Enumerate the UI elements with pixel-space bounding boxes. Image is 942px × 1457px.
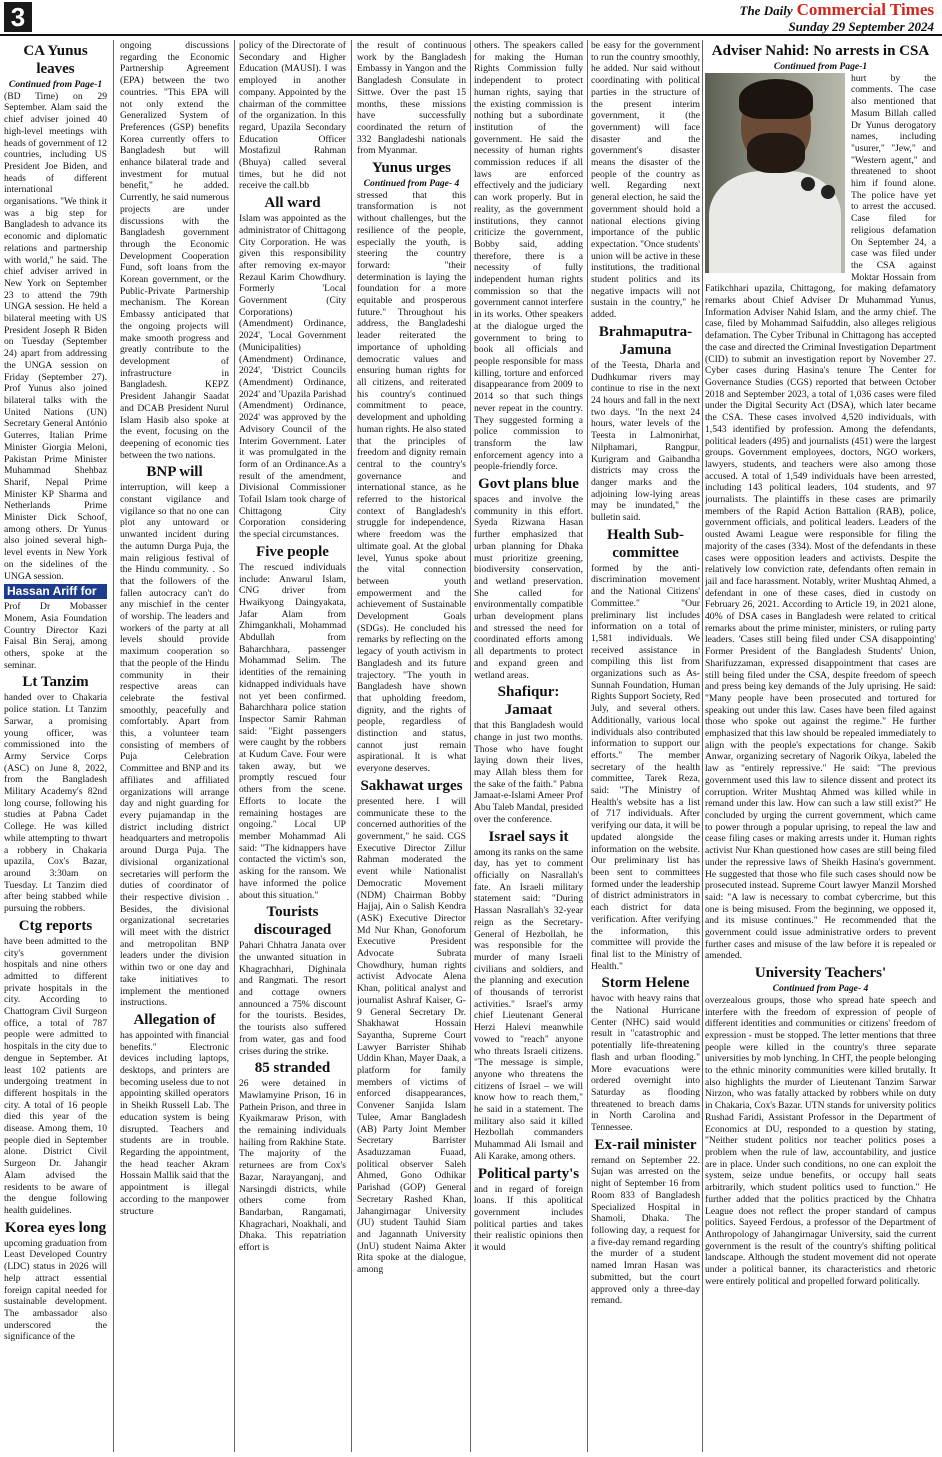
microphone-icon (821, 185, 835, 199)
article-text: that this Bangladesh would change in just two months. Those who have fought laying down their lives, may Allah bless them for the sake of the faith." Pabna Jamaat-e-Islami Ameer Prof Abu Taleb Mandal, presided over the conference. (474, 720, 583, 825)
brand-prefix: The Daily (739, 3, 793, 18)
article-text: overzealous groups, those who spread hate speech and interfere with the freedom of expression of people of different identities and communities or citizens' freedom of expression - must be stopped. The letter mentions that three people were killed in the country's three separate universities by mob lynching. In CHT, the people belonging to the ethnic minority communities were killed brutally. It also highlights the murder of Lieutenant Tanzim Sarwar Nirzon, who was fatally attacked by robbers while on duty in Chakaria, Cox's Bazar. UTN stands for university politics Rushad Faridi, Assistant Professor in the Department of Economics at DU, responded to a question by stating, "Neither student politics nor teacher politics poses a problem when the rule of law, accountability, and justice are in place. Under such conditions, no one can exploit the system, seize undue benefits, or occupy hall seats arbitrarily, which student politics used to function." He further added that the politics practiced by the Chhatra League does not reflect the proper standard of campus politics. Sayeed Ferdous, a professor of the Department of Anthropology of Jahangirnagar University, said the current government is the result of the country's shifting political landscape. Although the student movement did not operate under a political banner, its characteristics and rhetoric were entirely political and propelled forward politically. (705, 994, 936, 1287)
headline: Storm Helene (601, 975, 690, 992)
article-text: formed by the anti-discrimination movement and the National Citizens' Committee." "Our preliminary list includes information on a total of 1,581 individuals. We received assistance in compiling this list from organizations such as As-Sunnah Foundation, Human Rights Support Society, Red July, and several others. Additionally, various local individuals also contributed information to support our efforts." The member secretary of the health committee, Tarek Reza, said: "The Ministry of Health's website has a list of 717 individuals. After verifying our data, it will be updated alongside the information on the website. Our preliminary list has been sent to committees formed under the leadership of district administrators in each district for data verification. After verifying the information, this committee will provide the final list to the Ministry of Health." (591, 562, 700, 972)
headline: Tourists discouraged (253, 904, 332, 939)
column-5 (474, 40, 583, 1452)
article-text: of the Teesta, Dharla and Dudhkumar rivers may continue to rise in the next 24 hours and fall in the next two days. "In the next 24 hours, water levels of the Teesta in Lalmonirhat, Nilphamari, Rangpur, Kurigram and Gaibandha districts may cross the danger marks and the adjoining low-lying areas may be inundated," the bulletin said. (591, 359, 700, 524)
headline: Israel says it (488, 828, 569, 845)
article-text: has appointed with financial benefits." Electronic devices including laptops, desktops, and printers are becoming useless due to not appointing skilled operators in Sheikh Russell Lab. The education system is being disrupted. Teachers and students are in trouble. Regarding the appointment, the head teacher Akram Hossain Mallik said that the appointment is illegal according to the manpower structure (120, 1029, 229, 1217)
brand-name: Commercial Times (796, 0, 934, 19)
article-text: ongoing discussions regarding the Economic Partnership Agreement (EPA) between the two countries. "This EPA will not only extend the Generalized System of Preferences (GSP) benefits Korea currently offers to Bangladesh but will enhance bilateral trade and investment for mutual benefit," he added. Currently, he said numerous projects are under discussions with the Bangladesh government through the Economic Development Cooperation Fund, soft loans from the Korean government, or the Public-Private Partnership mechanism. The Korean Embassy anticipated that the ongoing projects will make smooth progress and greatly contribute to the development of infrastructure in Bangladesh. KEPZ President Jahangir Saadat and DCAB President Nurul Islam Hasib also spoke at the event, focusing on the deepening of economic ties between the two nations. (120, 40, 229, 461)
photo-shirt (709, 171, 841, 273)
column-divider (351, 40, 352, 1452)
article-text: spaces and involve the community in this effort. Syeda Rizwana Hasan further emphasized that urban planning for Dhaka must prioritize greening, biodiversity conservation, and wetland preservation. She called for environmentally compatible urban development plans and stressed the need for coordinated efforts among all departments to protect and expand green and wetland areas. (474, 494, 583, 681)
news-photo (705, 73, 845, 273)
column-divider (702, 40, 703, 1452)
headline: Sakhawat urges (360, 777, 463, 794)
article-text: others. The speakers called for making the Human Rights Commission fully independent to protect human rights, saying that the existing commission is nothing but a subordinate institution of the government. He said the necessity of human rights commission reduces if all laws are enforced effectively and the judiciary can work properly. But in reality, as the government institutions, they cannot criticize the government, Bobby said, adding therefore, there is a necessity of fully independent human rights commission so that the government cannot interfere in its works. Other speakers at the dialogue urged the government to bring to book all officials and people responsible for mass killing, torture and enforced disappearance from 2009 to 2014 so that such things never repeat in the country. They suggested forming a police commission to transform the law enforcement agency into a people-friendly force. (474, 40, 583, 473)
page-number: 3 (4, 2, 32, 32)
article-text: handed over to Chakaria police station. Lt Tanzim Sarwar, a promising young officer, was commissioned into the Army Service Corps (ASC) on June 8, 2022, from the Bangladesh Military Academy's 82nd long course, following his studies at Pabna Cadet College. He was killed while attempting to thwart a robbery in Chakaria upazila, Cox's Bazar, around 3:30am on Tuesday. Lt Tanzim died after being stabbed while pursuing the robbers. (4, 692, 107, 915)
article-text: havoc with heavy rains that the National Hurricane Center (NHC) said would result in "catastrophic and potentially life-threatening flash and urban flooding." More evacuations were ordered overnight into Saturday as flooding threatened to breach dams in North Carolina and Tennessee. (591, 993, 700, 1134)
headline: Korea eyes long (4, 1219, 107, 1236)
article-text: the result of continuous work by the Bangladesh Embassy in Yangon and the Bangladesh Consulate in Sittwe. Over the past 15 months, these missions have successfully coordinated the return of 332 Bangladeshi nationals from Myanmar. (357, 40, 466, 157)
masthead (740, 0, 934, 20)
article-text: presented here. I will communicate these to the concerned authorities of the government," he said. CGS Executive Director Zillur Rahman moderated the event while Nationalist Democratic Movement (NDM) Chairman Bobby Hajjaj, Ain o Salish Kendra (ASK) Executive Director Md Nur Khan, Gonoforum Executive President Advocate Subrata Chowdhury, human rights activist Advocate Alena Khan, political analyst and journalist Ashraf Kaiser, G-9 General Secretary Dr. Shakhawat Hossain Sayantha, Supreme Court Lawyer Barrister Shihab Uddin Khan, Mayer Daak, a platform for family members of victims of enforced disappearances, Convener Sanjida Islam Tulee, Amar Bangladesh (AB) Party Joint Member Secretary Barrister Asaduzzaman Fuaad, political observer Saleh Ahmed, Gono Odhikar Parishad (GOP) General Secretary Rashed Khan, Jahangirnagar University (JU) student Tauhid Siam and Jagannath University (JnU) student Naima Akter Rita spoke at the dialogue, among (357, 795, 466, 1276)
article-text: The rescued individuals include: Anwarul Islam, CNG driver from Hwaikyong Daingyakata, Jafar Alam from Zhimgankhali, Mohammad Abdullah from Baharchhara, passenger Mohammad Selim. The identities of the remaining kidnapped individuals have not yet been confirmed. Baharchhara police station Inspector Samir Rahman said: "Eight passengers were caught by the robbers at Kudum Cave. Four were taken away, but we promptly rescued four others from the scene. Efforts to locate the remaining hostages are ongoing." Local UP member Mohammad Ali said: "The kidnappers have contacted the victim's son, asking for the ransom. We have informed the police about this situation." (239, 561, 346, 901)
headline: Allegation of (133, 1011, 216, 1028)
article-text: Islam was appointed as the administrator of Chittagong City Corporation. He was given this responsibility after removing ex-mayor Rezaul Karim Chowdhury. Formerly 'Local Government (City Corporations) (Amendment) Ordinance, 2024', 'Local Government (Municipalities) (Amendment) Ordinance, 2024', 'District Councils (Amendment) Ordinance, 2024' and 'Upazila Parishad (Amendment) Ordinance, 2024' was approved by the Advisory Council of the Interim Government. Later it was promulgated in the form of an Ordinance.As a result of the amendment, Divisional Commissioner Tofail Islam took charge of Chittagong City Corporation considering the special circumstances. (239, 213, 346, 541)
headline: University Teachers' (754, 965, 887, 982)
continued-note: Continued from Page-1 (773, 61, 868, 72)
column-divider (113, 40, 114, 1452)
headline: Govt plans blue (478, 476, 579, 493)
headline: Yunus urges (371, 160, 452, 177)
headline: Ex-rail minister (594, 1136, 697, 1153)
article-text: (BD Time) on 29 September. Alam said the chief adviser joined 40 high-level meetings with heads of government of 12 countries, including US President Joe Biden, and heads of different international organisations. "We think it was a big step for Bangladesh to advance its economic and diplomatic relations and partnership with world," he said. The chief adviser arrived in New York on September 23 to attend the 79th UNGA session. He held a bilateral meeting with US President Joseph R Biden on Tuesday (September 24) apart from addressing the UNGA session on Friday (September 27). Prof Yunus also joined bilateral talks with the United Nations (UN) Secretary General António Guterres, Italian Prime Minister Giorgia Meloni, Pakistan Prime Minister Muhammad Shehbaz Sharif, Nepal Prime Minister KP Sharma and Netherlands Prime Minister Dick Schoof, among others. Dr Yunus also joined several high-level events in New York on the sidelines of the UNGA session. (4, 90, 107, 582)
photo-hair (739, 79, 813, 119)
headline: Health Sub-committee (606, 526, 685, 561)
headline: All ward (264, 195, 321, 212)
column-divider (470, 40, 471, 1452)
headline: BNP will (146, 464, 203, 481)
column-3 (239, 40, 346, 1452)
column-6 (591, 40, 700, 1452)
headline: Five people (256, 543, 329, 560)
article-text: Prof Dr Mobasser Monem, Asia Foundation Country Director Kazi Faisal Bin Seraj, among others, spoke at the seminar. (4, 601, 107, 671)
article-text: hurt by the comments. The case also mentioned that Masum Billah called Dr Yunus derogatory names, including "usurer," "Jew," and "Western agent," and threatened to shoot him if found alone. The police have yet to arrest the accused. Case filed for religious defamation On September 24, a case was filed under the CSA against Moktar Hossain from Fatikchhari upazila, Chittagong, for making defamatory remarks about Chief Adviser Dr Muhammad Yunus, Information Adviser Nahid Islam, and the army chief. The case, filed by Mohammad Saifuddin, also alleges religious defamation. The Cyber Tribunal in Chittagong has accepted the case and directed the Criminal Investigation Department (CID) to submit an investigation report by November 27. Cyber cases during Hasina's tenure The Center for Governance Studies (CGS) reported that between October 2018 and September 2023, a total of 1,036 cases were filed under the Digital Security Act (DSA), which later became the CSA. These cases involved 4,520 individuals, with 1,543 identified by profession. Among the defendants, political leaders (495) and journalists (451) were the largest groups. Government employees, doctors, NGO workers, lawyers, students, and teachers were also among those accused. A total of 1,549 individuals have been arrested, including 143 political leaders, 104 students, and 97 journalists. The plaintiffs in these cases are primarily members of the Rapid Action Battalion (RAB), police, government officials, and political leaders. Leaders of the ousted Awami League were responsible for filing the majority of the cases (334). Most of the defendants in these cases were opposition leaders and activists. Despite the relatively low conviction rate, defendants often remain in jail and face harassment. Notably, writer Mushtaq Ahmed, a defendant in one of these cases, died in custody on February 26, 2021. According to Article 19, in 2021 alone, 40% of DSA cases in Bangladesh were related to critical remarks about the prime minister, ministers, or ruling party leaders. 'Cases still being filed under CSA disappointing' Former President of the Bangladesh Students' Union, Sharifuzzaman, expressed disappointment that cases are still being filed under the CSA, despite freedom of speech and press being key demands of the July uprising. He said: "Many people have been prosecuted and tortured for speaking out under this law. Cases have been filed against those who spoke out against the regime." He further emphasized that this law should be repealed immediately to align with the people's expectations for change. Sakib Anwar, organizing secretary of Nagorik Oikya, labeled the law as "entirely repressive." He said: "The previous government used this law to silence dissent and protect its corruption. Writer Mushtaq Ahmed was killed while in remand under this law. How can such a law still exist?" He concluded by urging the current government, which came to power through a popular uprising, to repeal the law and cease filing cases or making arrests under it. Human rights activist Nur Khan questioned how cases are still being filed under the repressive laws of Sheikh Hasina's government. He suggested that those who file such cases should now be prosecuted instead. Supreme Court lawyer Manzil Morshed said: "A law is necessary to combat cybercrime, but this one is being misused. From the beginning, we opposed it, and its misuse continues." He recommended that the government could issue administrative orders to prevent further cases and misuse of the law before it is repealed or amended. (705, 72, 936, 962)
photo-beard (747, 133, 805, 173)
column-divider (234, 40, 235, 1452)
headline: Brahmaputra-Jamuna (598, 323, 693, 358)
article-text: remand on September 22. Sujan was arrested on the night of September 16 from Room 833 of Bangladesh Specialized Hospital in Shamoli, Dhaka. The following day, a request for a five-day remand regarding the murder of a student named Imran Hasan was submitted, but the court approved only a three-day remand. (591, 1154, 700, 1307)
headline: CA Yunus leaves (23, 43, 88, 77)
column-1 (4, 40, 107, 1452)
headline: Adviser Nahid: No arrests in CSA (711, 43, 930, 59)
article-text: have been admitted to the city's government hospitals and nine others admitted to different private hospitals in the city. According to Chattogram Civil Surgeon office, a total of 787 people were admitted to hospitals in the city due to dengue in September. At least 102 patients are undergoing treatment in different hospitals in the city. A total of 16 people died this year of the disease. Among them, 10 people died in September alone. District Civil Surgeon Dr. Jahangir Alam advised the residents to be aware of the dengue following health guidelines. (4, 935, 107, 1216)
article-text: stressed that this transformation is not without challenges, but the resilience of the people, especially the youth, is steering the country forward: "their determination is laying the foundation for a more equitable and prosperous future." Throughout his address, the Bangladeshi leader reiterated the importance of upholding democratic values and ensuring human rights for all citizens, and reiterated his country's continued commitment to peace, development and upholding human rights. He also stated that the principles of freedom and dignity remain central to the country's governance and international stance, as he referred to the historical context of Bangladesh's struggle for independence, where freedom was the ultimate goal. At the global level, Yunus spoke about the vital connection between youth empowerment and the achievement of Sustainable Development Goals (SDGs). He concluded his remarks by reflecting on the legacy of youth activism in Bangladesh and its future trajectory. "The youth in Bangladesh have shown that upholding freedom, dignity, and the rights of people, regardless of distinction and status, cannot just remain aspirational. It is what everyone deserves. (357, 189, 466, 775)
headline: Shafiqur: Jamaat (497, 684, 560, 719)
header-rule (0, 34, 942, 36)
article-text: interruption, will keep a constant vigilance and vigilance so that no one can plot any untoward or unwanted incident during the autumn Durga Puja, the main religious festival of the Hindu community. . So that the followers of the fallen autocracy can't do any mischief in the center of worship. The leaders and workers of the party at all levels should provide maximum cooperation so that the people of the Hindu community in their respective areas can celebrate the festival smoothly, peacefully and comfortably. Apart from this, a volunteer team consisting of members of Puja Celebration Committee and BNP and its affiliates and affiliated organizations will arrange day and night guarding for every pujamandap in the district including district headquarters and metropolis around Durga Puja. The divisional organizational secretaries will perform the duties of coordinator of their respective division . Besides, the divisional organizational secretaries will meet with the district and metropolitan BNP leaders under the division within two or one day and take initiatives to implement the mentioned instructions. (120, 482, 229, 1009)
headline: Political party's (477, 1165, 580, 1182)
column-divider (587, 40, 588, 1452)
article-text: and in regard of foreign loans. If this apolitical government includes political parties and takes their realistic opinions then it would (474, 1183, 583, 1254)
date-line: Sunday 29 September 2024 (788, 19, 934, 34)
article-text: 26 were detained in Mawlamyine Prison, 16 in Pathein Prison, and three in Kyaikmaraw Prison, with the remaining individuals hailing from Rakhine State. The majority of the returnees are from Cox's Bazar, Narayanganj, and Narsingdi districts, while others come from Bandarban, Rangamati, Khagrachari, Noakhali, and Dhaka. This repatriation effort is (239, 1078, 346, 1254)
continued-note: Continued from Page-1 (8, 79, 103, 90)
microphone-icon (801, 177, 815, 191)
column-2 (120, 40, 229, 1452)
column-4 (357, 40, 466, 1452)
headline: Lt Tanzim (22, 674, 89, 691)
continued-note: Continued from Page- 4 (363, 178, 460, 190)
article-text: policy of the Directorate of Secondary and Higher Education (MAUSI). I was employed in another company. Appointed by the chairman of the committee of the organization. In this regard, Upazila Secondary Education Officer Mostafizul Rahman (Bhuya) called several times, but he did not receive the call.bb (239, 40, 346, 192)
column-7 (705, 40, 936, 1452)
continued-note: Continued from Page- 4 (772, 983, 869, 995)
article-text: be easy for the government to run the country smoothly, he added. Nur said without coordinating with political parties in the structure of the present interim government, it (the government) will face disaster and the government's disaster means the disaster of the people of the country as well. Regarding next general election, he said the government should hold a national elections giving importance of the public expectation. "Once students' union will be active in these institutions, the traditional student politics and its negative impacts will not sustain in the country," he added. (591, 40, 700, 321)
article-text: upcoming graduation from Least Developed Country (LDC) status in 2026 will help attract essential foreign capital needed for sustainable development. The ambassador also underscored the significance of the (4, 1237, 107, 1343)
article-text: among its ranks on the same day, has yet to comment officially on Nasrallah's fate. An Israeli military statement said: "During Hassan Nasrallah's 32-year reign as the Secretary-General of Hezbollah, he was responsible for the murder of many Israeli civilians and soldiers, and the planning and execution of thousands of terrorist activities." Israel's army chief Lieutenant General Herzi Halevi meanwhile vowed to "reach" anyone who threats Israeli citizens. "The message is simple, anyone who threatens the citizens of Israel – we will know how to reach them," he said in a statement. The military also said it killed Hezbollah commanders Muhammad Ali Ismail and Ali Karake, among others. (474, 846, 583, 1162)
headline: Hassan Ariff for (4, 584, 107, 599)
headline: Ctg reports (18, 917, 93, 934)
article-text: Pahari Chhatra Janata over the unwanted situation in Khagrachhari, Dighinala and Rangmati. The resort and cottage owners announced a 75% discount for the tourists. Besides, the tourists also suffered from water, gas and food crises during the strike. (239, 940, 346, 1057)
headline: 85 stranded (254, 1060, 331, 1077)
